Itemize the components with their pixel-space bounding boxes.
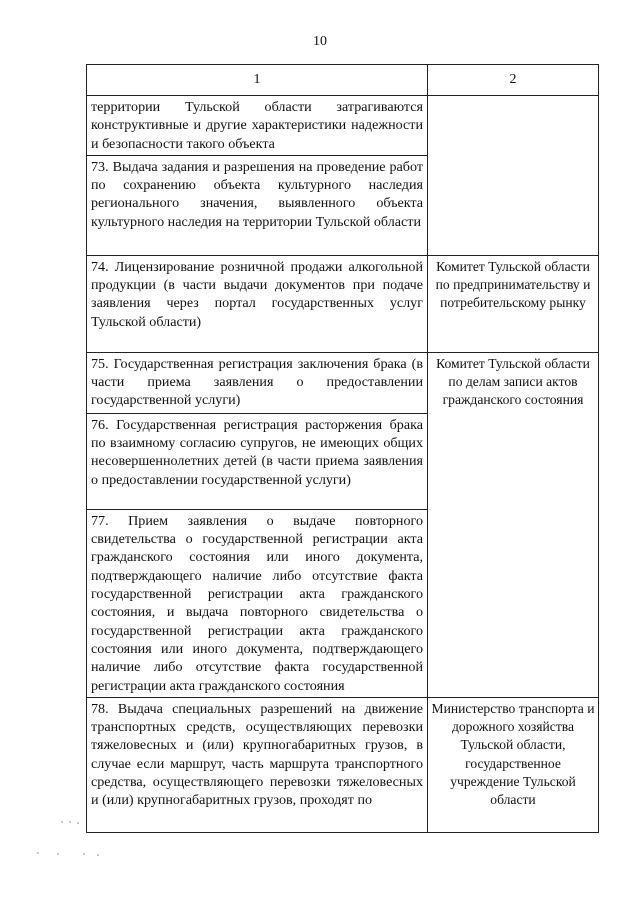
item-cell: территории Тульской области затрагиваются конструктивные и другие характеристики надежности и безопасности такого объекта: [87, 96, 428, 156]
table-row: [87, 96, 599, 156]
column-header-1: 1: [87, 65, 428, 96]
table-header-row: [87, 65, 599, 96]
item-cell: 78. Выдача специальных разрешений на движение транспортных средств, осуществляющих перевозки тяжеловесных и (или) крупногабаритных грузов, в случае если маршрут, часть маршрута транспортного средства, осуществляющего перевозки тяжеловесных и (или) крупногабаритных грузов, проходят по: [87, 697, 428, 832]
scan-dot: [83, 853, 85, 855]
item-cell: 74. Лицензирование розничной продажи алкогольной продукции (в части выдачи документов при подаче заявления через портал государственных услуг Тульской области): [87, 255, 428, 352]
org-cell: Министерство транспорта и дорожного хозяйства Тульской области, государственное учреждение Тульской области: [428, 697, 599, 832]
scan-dot: [69, 821, 71, 823]
scan-dot: [77, 822, 79, 824]
scan-dot: [57, 853, 59, 855]
table-row: [87, 697, 599, 832]
item-cell: 77. Прием заявления о выдаче повторного свидетельства о государственной регистрации акта гражданского состояния или иного документа, подтверждающего наличие либо отсутствие факта государственной регистрации акта гражданского состояния, и выдача повторного свидетельства о государственной регистрации акта гражданского состояния или иного документа, подтверждающего наличие либо отсутствие факта государственной регистрации акта гражданского состояния: [87, 509, 428, 697]
scan-dot: [61, 821, 63, 823]
column-header-2: 2: [428, 65, 599, 96]
scan-dot: [97, 854, 99, 856]
org-cell: Комитет Тульской области по предпринимательству и потребительскому рынку: [428, 255, 599, 352]
item-cell: 73. Выдача задания и разрешения на проведение работ по сохранению объекта культурного наследия регионального значения, выявленного объекта культурного наследия на территории Тульской области: [87, 155, 428, 255]
table-row: [87, 255, 599, 352]
org-cell: [428, 96, 599, 256]
page-number: 10: [313, 34, 327, 49]
table-row: [87, 352, 599, 413]
item-cell: 75. Государственная регистрация заключения брака (в части приема заявления о предоставлении государственной услуги): [87, 352, 428, 413]
scan-dot: [37, 852, 39, 854]
item-cell: 76. Государственная регистрация расторжения брака по взаимному согласию супругов, не имеющих общих несовершеннолетних детей (в части приема заявления о предоставлении государственной услуги): [87, 413, 428, 509]
document-table: [86, 64, 599, 833]
org-cell: Комитет Тульской области по делам записи актов гражданского состояния: [428, 352, 599, 697]
